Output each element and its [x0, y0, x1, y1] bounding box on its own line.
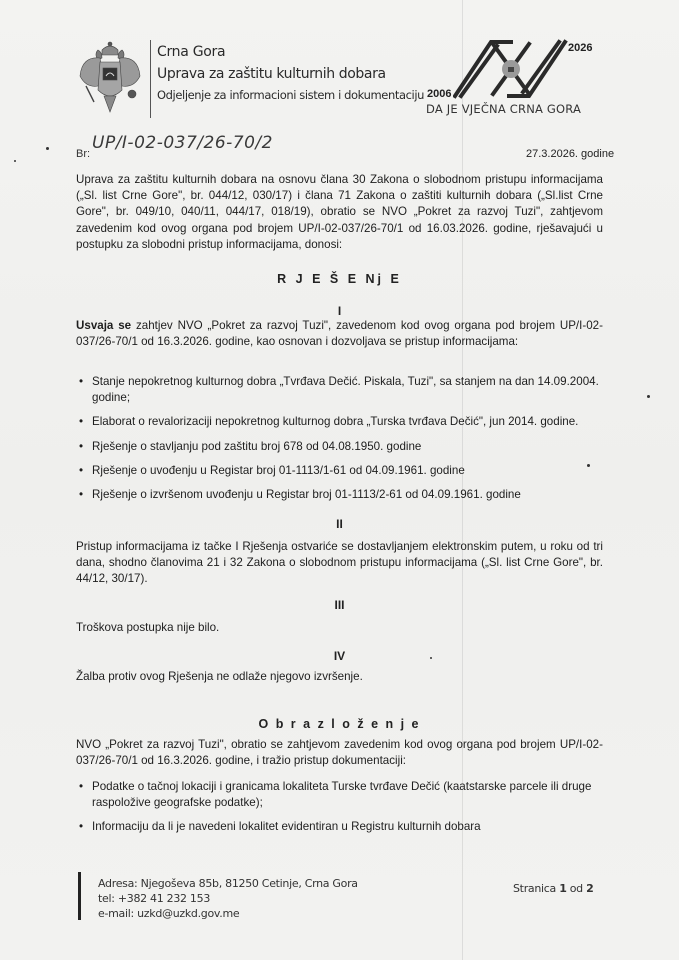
list-item: • Informaciju da li je navedeni lokalitet evidentiran u Registru kulturnih dobara [76, 819, 603, 835]
jubilee-logo [425, 38, 605, 118]
intro-paragraph: Uprava za zaštitu kulturnih dobara na osnovu člana 30 Zakona o slobodnom pristupu informacijama („Sl. list Crne Gore", br. 044/12, 030/17) i člana 71 Zakona o zaštiti kulturnih dobara („Sl.list Crne Gore", br. 049/10, 040/11, 044/17, 018/19), obratio se NVO „Pokret za razvoj Tuzi", zahtjevom zavedenim kod ovog organa pod brojem UP/I-02-037/26-70/1 od 16.03.2026. godine, rješavajući u postupku za slobodni pristup informacijama, donosi: [76, 173, 603, 251]
department-name: Odjeljenje za informacioni sistem i dokumentaciju [157, 88, 425, 102]
reasoning-title: O b r a z l o ž e n j e [258, 717, 421, 731]
section-ii-text: Pristup informacijama iz tačke I Rješenja ostvariće se dostavljanjem elektronskim putem, u roku od tri dana, shodno članovima 21 i 32 Zakona o slobodnom pristupu informacijama („Sl. list Crne Gore", br. 44/12, 30/17). [76, 540, 603, 586]
list-item: • Podatke o tačnoj lokaciji i granicama lokaliteta Turske tvrđave Dečić (kaatstarske parcele ili druge raspoložive geografske podatke); [76, 779, 603, 811]
scan-speck [647, 395, 650, 398]
reasoning-text: NVO „Pokret za razvoj Tuzi", obratio se zahtjevom zavedenim kod ovog organa pod brojem UP/I-02-037/26-70/1 od 16.3.2026. godine, i tražio pristup dokumentaciji: [76, 738, 603, 768]
footer-divider [78, 872, 81, 920]
header-divider [150, 40, 151, 118]
footer-address: Adresa: Njegoševa 85b, 81250 Cetinje, Crna Gora [98, 877, 358, 890]
list-item: • Rješenje o uvođenju u Registar broj 01-1113/1-61 od 04.09.1961. godine [76, 463, 603, 479]
section-iv-numeral: IV [333, 649, 346, 663]
scan-speck [14, 160, 16, 162]
section-i-list [76, 374, 603, 511]
reference-label: Br: [76, 148, 91, 160]
list-item: • Rješenje o izvršenom uvođenju u Registar broj 01-1113/2-61 od 04.09.1961. godine [76, 487, 603, 503]
section-iii-numeral: III [334, 598, 345, 612]
list-item: • Elaborat o revalorizaciji nepokretnog kulturnog dobra „Turska tvrđava Dečić", jun 2014. godine. [76, 414, 603, 430]
section-i-body: zahtjev NVO „Pokret za razvoj Tuzi", zavedenom kod ovog organa pod brojem UP/I-02-037/26-70/1 od 16.3.2026. godine, kao osnovan i dozvoljava se pristup informacijama: [76, 319, 603, 349]
section-i-text [76, 318, 603, 350]
reference-number-handwritten: UP/I-02-037/26-70/2 [92, 133, 273, 153]
section-i-lead: Usvaja se [76, 319, 132, 332]
decision-title: R J E Š E Nj E [277, 272, 402, 286]
page-number: Stranica 1 od 2 [513, 882, 594, 895]
list-item: • Rješenje o stavljanju pod zaštitu broj 678 od 04.08.1950. godine [76, 439, 603, 455]
footer-contact [98, 876, 358, 921]
coat-of-arms-icon [78, 40, 142, 118]
footer-phone: tel: +382 41 232 153 [98, 892, 211, 905]
section-ii-numeral: II [336, 517, 343, 531]
letterhead [157, 44, 424, 102]
jubilee-year-end: 2026 [568, 42, 593, 54]
institution-name: Uprava za zaštitu kulturnih dobara [157, 66, 386, 82]
list-item: • Stanje nepokretnog kulturnog dobra „Tvrđava Dečić. Piskala, Tuzi", sa stanjem na dan 14.09.2004. godine; [76, 374, 603, 406]
footer-email: e-mail: uzkd@uzkd.gov.me [98, 907, 240, 920]
scan-speck [430, 657, 432, 659]
jubilee-motto: DA JE VJEČNA CRNA GORA [426, 102, 582, 116]
document-date: 27.3.2026. godine [526, 148, 615, 160]
scan-speck [587, 464, 590, 467]
xx-jubilee-emblem-icon [453, 38, 568, 100]
scan-speck [46, 147, 49, 150]
section-iii-text: Troškova postupka nije bilo. [76, 621, 220, 634]
reasoning-list [76, 779, 603, 844]
jubilee-year-start: 2006 [427, 88, 452, 100]
country-name: Crna Gora [157, 44, 226, 60]
section-i-numeral: I [337, 304, 342, 318]
section-iv-text: Žalba protiv ovog Rješenja ne odlaže njegovo izvršenje. [76, 670, 363, 683]
